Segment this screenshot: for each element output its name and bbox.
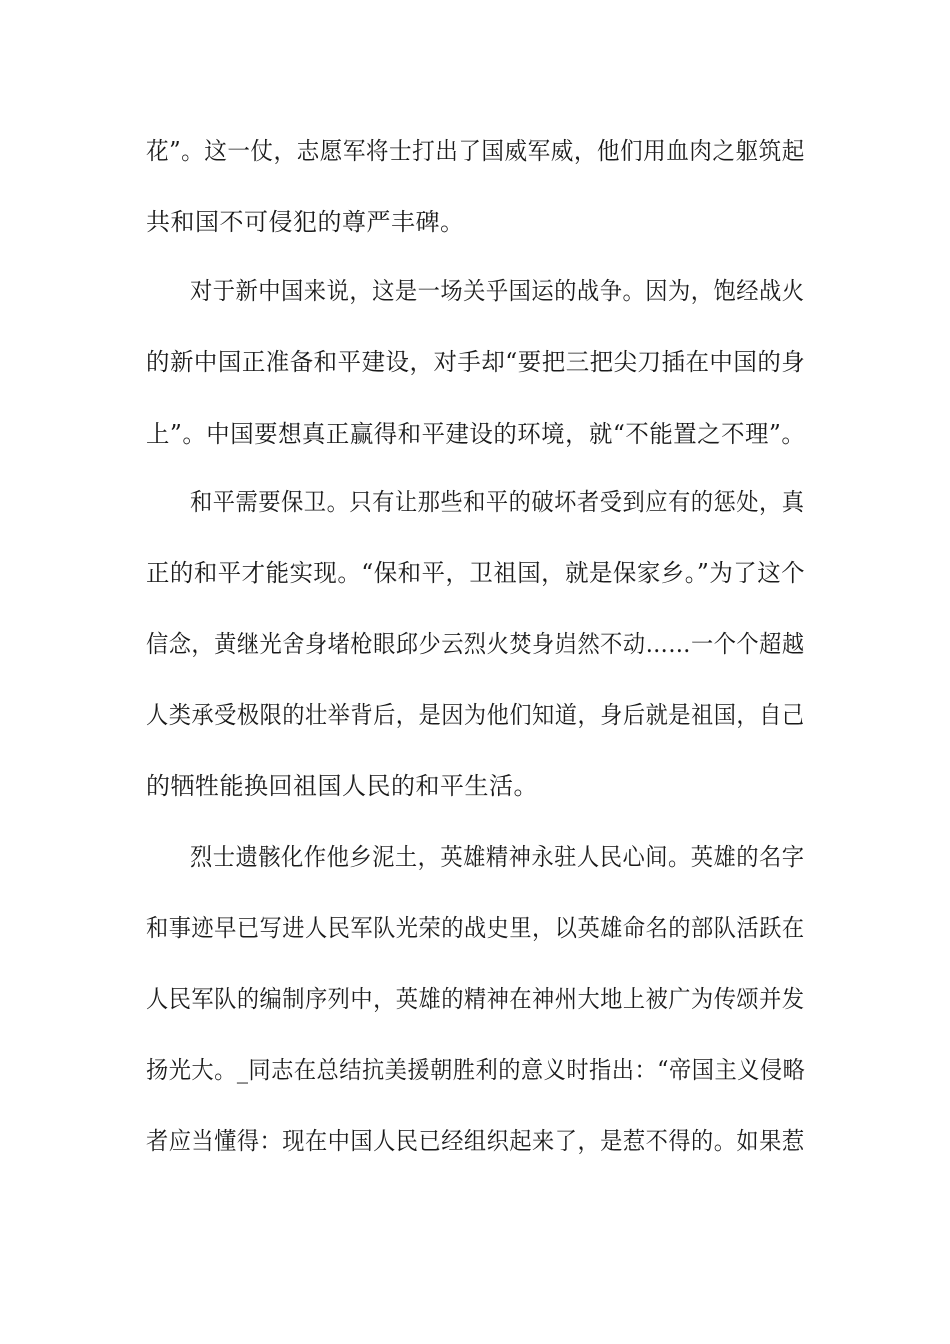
text-line: 人类承受极限的壮举背后，是因为他们知道，身后就是祖国，自己 xyxy=(146,701,805,729)
text-line: 人民军队的编制序列中，英雄的精神在神州大地上被广为传颂并发 xyxy=(146,985,805,1013)
paragraph-first-line: 和平需要保卫。只有让那些和平的破坏者受到应有的惩处，真 xyxy=(190,488,805,516)
text-line: 共和国不可侵犯的尊严丰碑。 xyxy=(146,208,465,236)
text-line: 的牺牲能换回祖国人民的和平生活。 xyxy=(146,772,538,800)
text-line: 者应当懂得：现在中国人民已经组织起来了，是惹不得的。如果惹 xyxy=(146,1127,805,1155)
text-line: 花”。这一仗，志愿军将士打出了国威军威，他们用血肉之躯筑起 xyxy=(146,137,805,165)
text-line: 正的和平才能实现。“保和平，卫祖国，就是保家乡。”为了这个 xyxy=(146,559,806,587)
paragraph-first-line: 对于新中国来说，这是一场关乎国运的战争。因为，饱经战火 xyxy=(190,277,805,305)
text-line: 扬光大。_同志在总结抗美援朝胜利的意义时指出：“帝国主义侵略 xyxy=(146,1056,806,1084)
paragraph-first-line: 烈士遗骸化作他乡泥土，英雄精神永驻人民心间。英雄的名字 xyxy=(190,843,805,871)
text-line: 信念，黄继光舍身堵枪眼邱少云烈火焚身岿然不动……一个个超越 xyxy=(146,630,805,658)
text-line: 和事迹早已写进人民军队光荣的战史里，以英雄命名的部队活跃在 xyxy=(146,914,805,942)
text-line: 上”。中国要想真正赢得和平建设的环境，就“不能置之不理”。 xyxy=(146,420,806,448)
text-line: 的新中国正准备和平建设，对手却“要把三把尖刀插在中国的身 xyxy=(146,348,806,376)
